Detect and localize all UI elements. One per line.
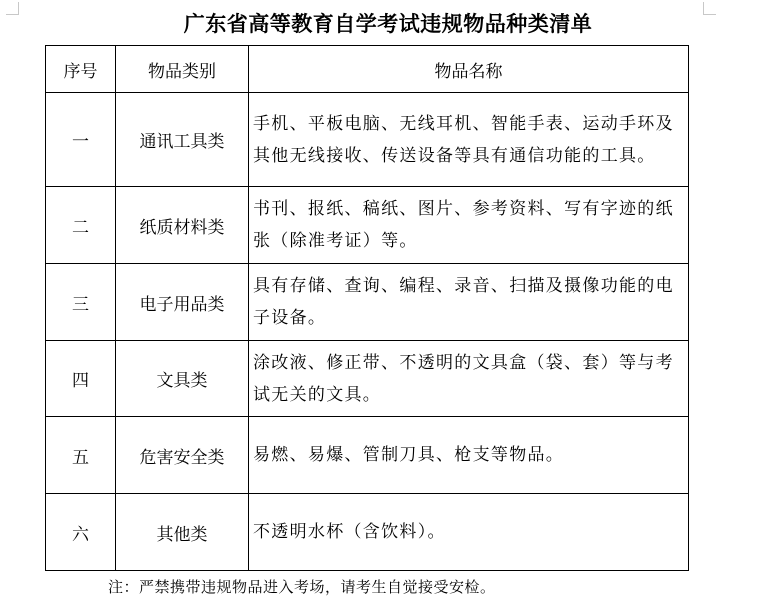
row-item-name: 具有存储、查询、编程、录音、扫描及摄像功能的电子设备。 [249, 264, 689, 341]
table-row [46, 494, 689, 571]
header-category: 物品类别 [116, 46, 249, 93]
header-item-name: 物品名称 [249, 46, 689, 93]
row-item-name: 涂改液、修正带、不透明的文具盒（袋、套）等与考试无关的文具。 [249, 341, 689, 417]
row-seq: 二 [46, 187, 116, 264]
row-category: 通讯工具类 [116, 93, 249, 187]
row-seq: 四 [46, 341, 116, 417]
footnote: 注：严禁携带违规物品进入考场，请考生自觉接受安检。 [108, 578, 496, 596]
row-item-name: 易燃、易爆、管制刀具、枪支等物品。 [249, 417, 689, 494]
row-seq: 三 [46, 264, 116, 341]
row-category: 电子用品类 [116, 264, 249, 341]
table-header-row [46, 46, 689, 93]
row-seq: 五 [46, 417, 116, 494]
table-row [46, 264, 689, 341]
row-seq: 一 [46, 93, 116, 187]
row-category: 纸质材料类 [116, 187, 249, 264]
table-row [46, 187, 689, 264]
row-seq: 六 [46, 494, 116, 571]
prohibited-items-table [45, 45, 689, 571]
row-item-name: 不透明水杯（含饮料）。 [249, 494, 689, 571]
row-category: 文具类 [116, 341, 249, 417]
row-category: 危害安全类 [116, 417, 249, 494]
header-seq: 序号 [46, 46, 116, 93]
table-row [46, 417, 689, 494]
row-item-name: 手机、平板电脑、无线耳机、智能手表、运动手环及其他无线接收、传送设备等具有通信功能的工具。 [249, 93, 689, 187]
table-row [46, 93, 689, 187]
row-item-name: 书刊、报纸、稿纸、图片、参考资料、写有字迹的纸张（除准考证）等。 [249, 187, 689, 264]
table-row [46, 341, 689, 417]
row-category: 其他类 [116, 494, 249, 571]
document-title: 广东省高等教育自学考试违规物品种类清单 [183, 12, 593, 36]
